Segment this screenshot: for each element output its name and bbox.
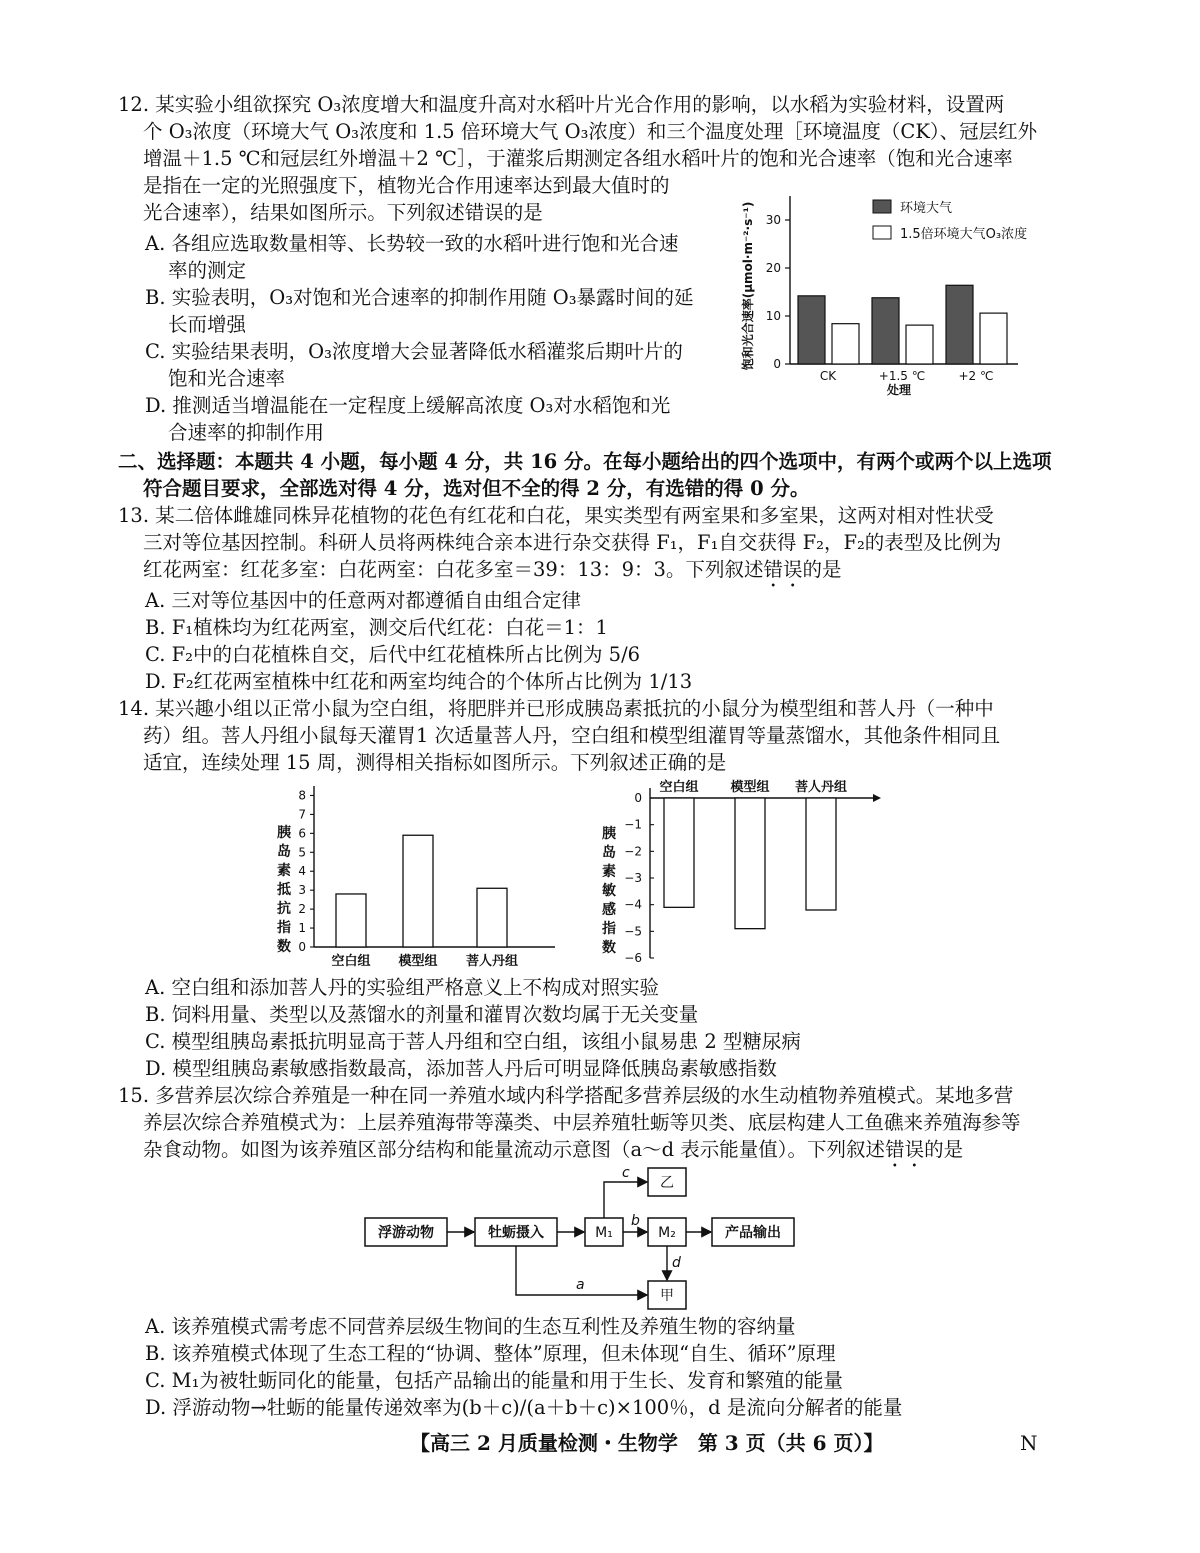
yi-label: 乙 bbox=[660, 1175, 674, 1191]
q12-line-1: 12. 某实验小组欲探究 O₃浓度增大和温度升高对水稻叶片光合作用的影响，以水稻为实验材料，设置两 bbox=[118, 93, 1005, 116]
q15-option-a: A. 该养殖模式需考虑不同营养层级生物间的生态互利性及养殖生物的容纳量 bbox=[145, 1315, 796, 1338]
chart2-ytick-label: 0 bbox=[298, 940, 306, 954]
chart1-bar bbox=[798, 296, 825, 364]
q12-line-3: 增温＋1.5 ℃和冠层红外增温＋2 ℃］，于灌浆后期测定各组水稻叶片的饱和光合速率（饱和光合速率 bbox=[143, 147, 1013, 170]
legend-swatch-high-o3 bbox=[873, 226, 891, 239]
chart2-bar bbox=[403, 835, 433, 947]
section2-line-2: 符合题目要求，全部选对得 4 分，选对但不全的得 2 分，有选错的得 0 分。 bbox=[143, 477, 810, 500]
energy-flow-diagram bbox=[360, 1163, 820, 1313]
chart2-category-label: 空白组 bbox=[331, 954, 371, 969]
chart1-xlabel: 处理 bbox=[886, 383, 912, 397]
q15-option-c: C. M₁为被牡蛎同化的能量，包括产品输出的能量和用于生长、发育和繁殖的能量 bbox=[145, 1369, 843, 1392]
chart2-ytick-label: 3 bbox=[298, 883, 306, 898]
chart3-category-label: 菩人丹组 bbox=[794, 780, 848, 795]
chart1-bar bbox=[832, 324, 859, 364]
chart1-category-label: CK bbox=[819, 369, 837, 383]
q12-option-a-cont: 率的测定 bbox=[168, 259, 247, 282]
chart1-ylabel: 饱和光合速率(μmol·m⁻²·s⁻¹) bbox=[741, 201, 755, 371]
q13-option-d: D. F₂红花两室植株中红花和两室均纯合的个体所占比例为 1/13 bbox=[145, 670, 693, 693]
q12-option-c: C. 实验结果表明，O₃浓度增大会显著降低水稻灌浆后期叶片的 bbox=[145, 340, 683, 363]
chart3-x-axis-arrow bbox=[873, 794, 881, 802]
legend-label-high-o3: 1.5倍环境大气O₃浓度 bbox=[900, 227, 1028, 242]
chart3-ytick-label: −5 bbox=[624, 924, 642, 939]
chart1-ytick-label: 20 bbox=[765, 261, 781, 275]
chart3-bar bbox=[735, 798, 765, 929]
oyster-intake-label: 牡蛎摄入 bbox=[488, 1225, 544, 1241]
q15-emphasis: 错误 bbox=[885, 1138, 925, 1161]
q15-option-b: B. 该养殖模式体现了生态工程的“协调、整体”原理，但未体现“自生、循环”原理 bbox=[145, 1342, 836, 1365]
label-d: d bbox=[672, 1255, 681, 1271]
q12-line-5: 光合速率），结果如图所示。下列叙述错误的是 bbox=[143, 201, 543, 224]
chart3-ytick-label: −3 bbox=[624, 871, 642, 885]
q12-option-c-cont: 饱和光合速率 bbox=[168, 367, 286, 390]
chart2-ytick-label: 2 bbox=[298, 902, 306, 917]
chart2-category-label: 模型组 bbox=[398, 954, 438, 969]
corner-mark: N bbox=[1020, 1431, 1038, 1455]
chart2-ylabel: 胰岛素抵抗指数 bbox=[277, 825, 291, 955]
chart1-bar bbox=[872, 298, 899, 364]
q14-line-3: 适宜，连续处理 15 周，测得相关指标如图所示。下列叙述正确的是 bbox=[143, 751, 727, 774]
q13-line-3-text: 红花两室：红花多室：白花两室：白花多室＝39：13：9：3。下列叙述 bbox=[143, 558, 764, 581]
insulin-resistance-bar-chart bbox=[270, 782, 560, 972]
jia-label: 甲 bbox=[660, 1288, 674, 1304]
chart3-ytick-label: −4 bbox=[624, 897, 642, 912]
page-footer: 【高三 2 月质量检测・生物学 第 3 页（共 6 页）】 bbox=[410, 1431, 884, 1455]
chart2-bar bbox=[336, 894, 366, 947]
chart2-category-label: 菩人丹组 bbox=[465, 954, 519, 969]
q12-option-d-cont: 合速率的抑制作用 bbox=[168, 421, 325, 444]
q15-option-d: D. 浮游动物→牡蛎的能量传递效率为(b＋c)/(a＋b＋c)×100％，d 是流向分解者的能量 bbox=[145, 1396, 903, 1419]
insulin-sensitivity-bar-chart bbox=[595, 776, 885, 966]
q13-tail: 的是 bbox=[802, 558, 842, 581]
chart3-ytick-label: −6 bbox=[624, 951, 642, 965]
legend-swatch-ambient bbox=[873, 200, 891, 213]
chart1-bar bbox=[980, 313, 1007, 364]
q15-line-1: 15. 多营养层次综合养殖是一种在同一养殖水域内科学搭配多营养层级的水生动植物养殖模式。某地多营 bbox=[118, 1084, 1014, 1107]
q15-line-2: 养层次综合养殖模式为：上层养殖海带等藻类、中层养殖牡蛎等贝类、底层构建人工鱼礁来养殖海参等 bbox=[143, 1111, 1021, 1134]
q12-line-4: 是指在一定的光照强度下，植物光合作用速率达到最大值时的 bbox=[143, 174, 670, 197]
q14-line-1: 14. 某兴趣小组以正常小鼠为空白组，将肥胖并已形成胰岛素抵抗的小鼠分为模型组和菩人丹（一种中 bbox=[118, 697, 994, 720]
legend-label-ambient: 环境大气 bbox=[900, 201, 953, 216]
label-c: c bbox=[622, 1165, 630, 1181]
q13-line-1: 13. 某二倍体雌雄同株异花植物的花色有红花和白花，果实类型有两室果和多室果，这两对相对性状受 bbox=[118, 504, 994, 527]
m1-label: M₁ bbox=[595, 1225, 613, 1241]
q12-option-b-cont: 长而增强 bbox=[168, 313, 247, 336]
q13-option-a: A. 三对等位基因中的任意两对都遵循自由组合定律 bbox=[145, 589, 581, 612]
q15-line-3-text: 杂食动物。如图为该养殖区部分结构和能量流动示意图（a～d 表示能量值）。下列叙述 bbox=[143, 1138, 886, 1161]
chart1-ytick-label: 30 bbox=[765, 213, 781, 227]
m2-label: M₂ bbox=[658, 1225, 676, 1241]
chart2-bar bbox=[477, 888, 507, 947]
photosynthesis-bar-chart bbox=[728, 188, 1038, 398]
q13-line-2: 三对等位基因控制。科研人员将两株纯合亲本进行杂交获得 F₁，F₁自交获得 F₂，F₂的表型及比例为 bbox=[143, 531, 1002, 554]
q13-option-b: B. F₁植株均为红花两室，测交后代红花：白花＝1：1 bbox=[145, 616, 608, 639]
q14-option-d: D. 模型组胰岛素敏感指数最高，添加菩人丹后可明显降低胰岛素敏感指数 bbox=[145, 1057, 777, 1080]
section2-line-1: 二、选择题：本题共 4 小题，每小题 4 分，共 16 分。在每小题给出的四个选项中，有两个或两个以上选项 bbox=[118, 450, 1052, 473]
chart2-ytick-label: 1 bbox=[298, 921, 306, 936]
label-a: a bbox=[576, 1277, 585, 1293]
chart1-ytick-label: 0 bbox=[773, 357, 781, 371]
q15-tail: 的是 bbox=[924, 1138, 964, 1161]
q14-line-2: 药）组。菩人丹组小鼠每天灌胃1 次适量菩人丹，空白组和模型组灌胃等量蒸馏水，其他条件相同且 bbox=[143, 724, 1001, 747]
q12-line-2: 个 O₃浓度（环境大气 O₃浓度和 1.5 倍环境大气 O₃浓度）和三个温度处理［环境温度（CK）、冠层红外 bbox=[143, 120, 1038, 143]
q13-emphasis: 错误 bbox=[763, 558, 803, 581]
q12-option-b: B. 实验表明，O₃对饱和光合速率的抑制作用随 O₃暴露时间的延 bbox=[145, 286, 694, 309]
chart3-ytick-label: 0 bbox=[634, 791, 642, 805]
q12-option-d: D. 推测适当增温能在一定程度上缓解高浓度 O₃对水稻饱和光 bbox=[145, 394, 671, 417]
chart3-ytick-label: −1 bbox=[624, 817, 642, 832]
product-output-label: 产品输出 bbox=[725, 1225, 781, 1241]
label-b: b bbox=[631, 1213, 640, 1229]
chart3-bar bbox=[806, 798, 836, 910]
chart2-ytick-label: 8 bbox=[298, 788, 306, 803]
chart3-ytick-label: −2 bbox=[624, 844, 642, 859]
chart1-ytick-label: 10 bbox=[765, 309, 781, 323]
chart2-ytick-label: 6 bbox=[298, 826, 306, 841]
chart3-category-label: 模型组 bbox=[730, 780, 770, 795]
q13-option-c: C. F₂中的白花植株自交，后代中红花植株所占比例为 5/6 bbox=[145, 643, 641, 666]
chart1-bar bbox=[906, 325, 933, 364]
chart3-bar bbox=[664, 798, 694, 907]
q13-line-3 bbox=[143, 557, 841, 592]
chart2-ytick-label: 5 bbox=[298, 845, 306, 860]
q12-option-a: A. 各组应选取数量相等、长势较一致的水稻叶进行饱和光合速 bbox=[145, 232, 679, 255]
chart2-ytick-label: 7 bbox=[298, 807, 306, 822]
chart1-bar bbox=[946, 285, 973, 364]
chart1-category-label: +1.5 ℃ bbox=[878, 369, 926, 383]
plankton-label: 浮游动物 bbox=[378, 1225, 434, 1241]
chart3-ylabel: 胰岛素敏感指数 bbox=[602, 826, 616, 956]
q14-option-c: C. 模型组胰岛素抵抗明显高于菩人丹组和空白组，该组小鼠易患 2 型糖尿病 bbox=[145, 1030, 801, 1053]
q14-option-b: B. 饲料用量、类型以及蒸馏水的剂量和灌胃次数均属于无关变量 bbox=[145, 1003, 699, 1026]
chart3-category-label: 空白组 bbox=[659, 780, 699, 795]
q14-option-a: A. 空白组和添加菩人丹的实验组严格意义上不构成对照实验 bbox=[145, 976, 659, 999]
arrow-m1-to-yi bbox=[604, 1182, 647, 1218]
chart2-ytick-label: 4 bbox=[298, 864, 306, 879]
chart1-category-label: +2 ℃ bbox=[958, 369, 994, 383]
